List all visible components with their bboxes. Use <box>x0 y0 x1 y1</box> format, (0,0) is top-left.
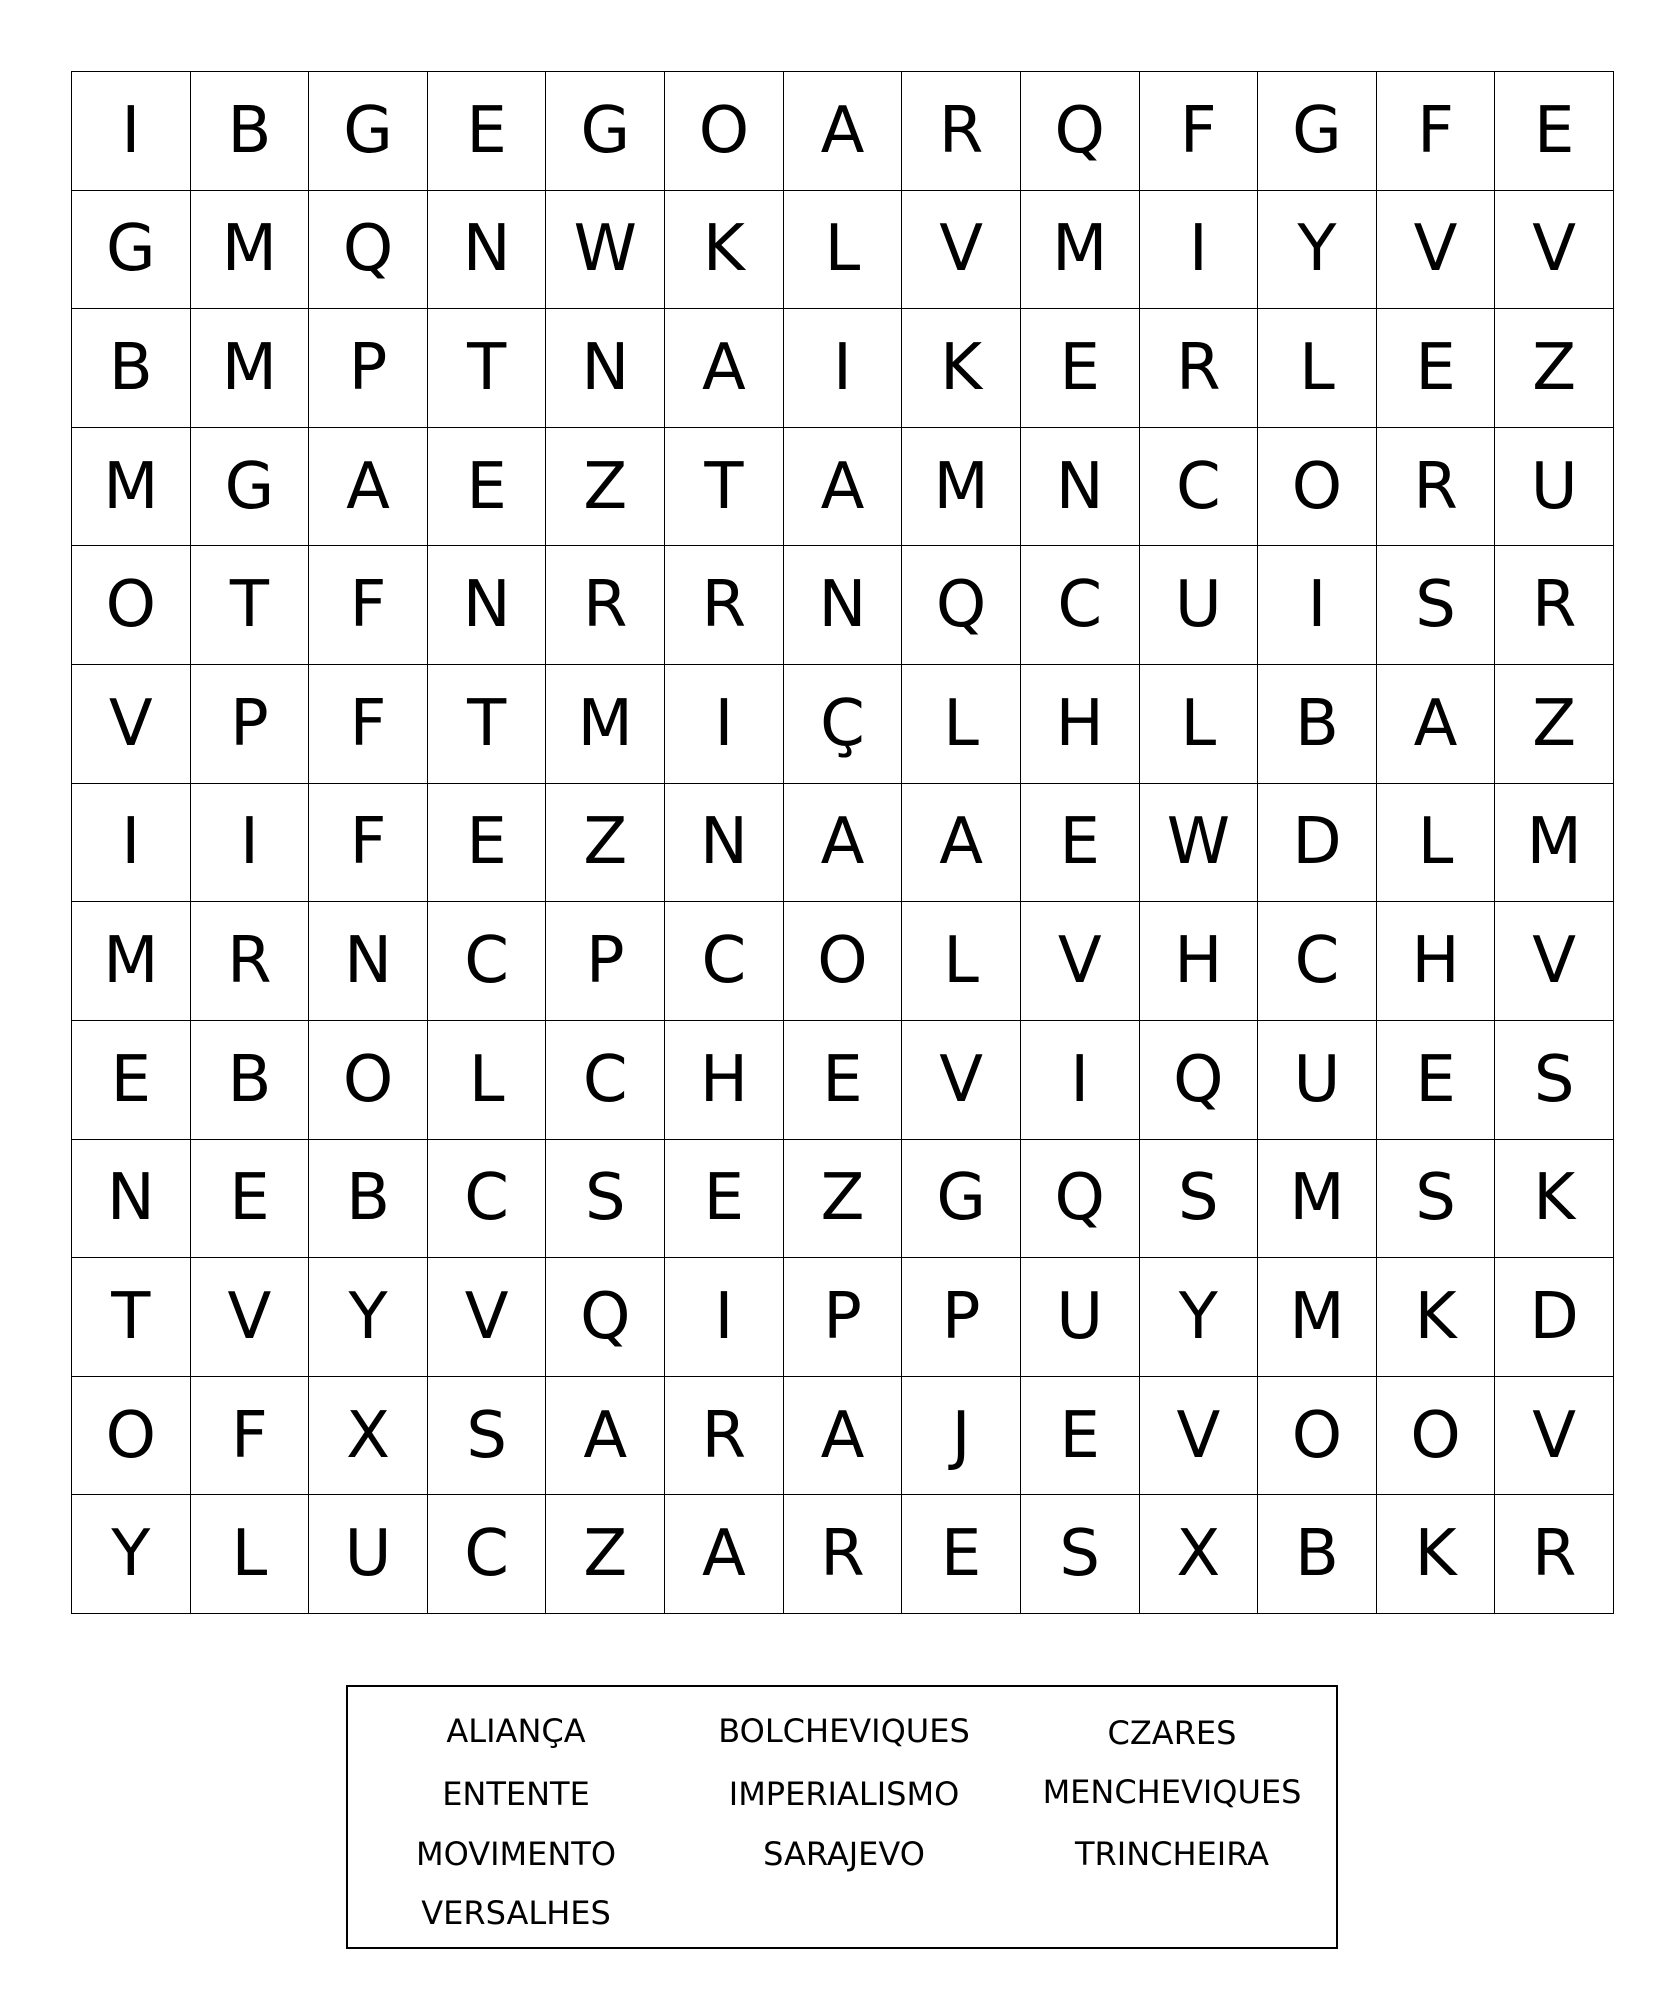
grid-cell[interactable]: T <box>428 309 547 428</box>
grid-cell[interactable]: C <box>428 902 547 1021</box>
grid-cell[interactable]: K <box>1495 1140 1614 1259</box>
grid-cell[interactable]: K <box>902 309 1021 428</box>
grid-cell[interactable]: B <box>1258 665 1377 784</box>
grid-cell[interactable]: E <box>428 428 547 547</box>
grid-cell[interactable]: A <box>1377 665 1496 784</box>
grid-cell[interactable]: U <box>309 1495 428 1614</box>
grid-cell[interactable]: L <box>902 902 1021 1021</box>
grid-cell[interactable]: C <box>665 902 784 1021</box>
grid-cell[interactable]: F <box>191 1377 310 1496</box>
grid-cell[interactable]: H <box>1140 902 1259 1021</box>
grid-cell[interactable]: A <box>309 428 428 547</box>
grid-cell[interactable]: S <box>1140 1140 1259 1259</box>
grid-cell[interactable]: C <box>428 1495 547 1614</box>
grid-cell[interactable]: Q <box>546 1258 665 1377</box>
grid-cell[interactable]: K <box>665 191 784 310</box>
word-item: MENCHEVIQUES <box>1042 1773 1302 1811</box>
grid-cell[interactable]: I <box>1258 546 1377 665</box>
grid-cell[interactable]: C <box>428 1140 547 1259</box>
grid-cell[interactable]: C <box>546 1021 665 1140</box>
grid-cell[interactable]: R <box>784 1495 903 1614</box>
grid-cell[interactable]: P <box>309 309 428 428</box>
grid-cell[interactable]: O <box>784 902 903 1021</box>
word-list <box>346 1685 1338 1949</box>
grid-cell[interactable]: V <box>902 1021 1021 1140</box>
grid-cell[interactable]: E <box>428 72 547 191</box>
grid-cell[interactable]: X <box>309 1377 428 1496</box>
grid-cell[interactable]: B <box>309 1140 428 1259</box>
grid-cell[interactable]: P <box>546 902 665 1021</box>
grid-cell[interactable]: S <box>546 1140 665 1259</box>
word-item: ALIANÇA <box>446 1712 586 1750</box>
grid-cell[interactable]: A <box>546 1377 665 1496</box>
grid-cell[interactable]: E <box>72 1021 191 1140</box>
grid-cell[interactable]: K <box>1377 1258 1496 1377</box>
grid-cell[interactable]: S <box>1021 1495 1140 1614</box>
grid-cell[interactable]: T <box>72 1258 191 1377</box>
grid-cell[interactable]: Z <box>546 784 665 903</box>
grid-cell[interactable]: A <box>665 1495 784 1614</box>
grid-cell[interactable]: P <box>191 665 310 784</box>
grid-cell[interactable]: I <box>1021 1021 1140 1140</box>
grid-cell[interactable]: D <box>1258 784 1377 903</box>
grid-cell[interactable]: F <box>309 665 428 784</box>
grid-cell[interactable]: E <box>1495 72 1614 191</box>
grid-cell[interactable]: K <box>1377 1495 1496 1614</box>
grid-cell[interactable]: N <box>428 191 547 310</box>
grid-cell[interactable]: G <box>72 191 191 310</box>
grid-cell[interactable]: E <box>902 1495 1021 1614</box>
grid-cell[interactable]: I <box>1140 191 1259 310</box>
grid-cell[interactable]: H <box>665 1021 784 1140</box>
grid-cell[interactable]: M <box>191 309 310 428</box>
grid-cell[interactable]: H <box>1021 665 1140 784</box>
grid-cell[interactable]: V <box>191 1258 310 1377</box>
grid-cell[interactable]: J <box>902 1377 1021 1496</box>
grid-cell[interactable]: B <box>72 309 191 428</box>
grid-cell[interactable]: R <box>665 546 784 665</box>
grid-cell[interactable]: V <box>1495 1377 1614 1496</box>
grid-cell[interactable]: E <box>1021 1377 1140 1496</box>
grid-cell[interactable]: Z <box>1495 665 1614 784</box>
grid-cell[interactable]: U <box>1021 1258 1140 1377</box>
grid-cell[interactable]: I <box>665 1258 784 1377</box>
grid-cell[interactable]: F <box>309 546 428 665</box>
grid-cell[interactable]: L <box>428 1021 547 1140</box>
grid-cell[interactable]: Z <box>1495 309 1614 428</box>
grid-cell[interactable]: V <box>72 665 191 784</box>
grid-cell[interactable]: L <box>1258 309 1377 428</box>
word-item: SARAJEVO <box>763 1835 925 1873</box>
grid-cell[interactable]: H <box>1377 902 1496 1021</box>
word-item: VERSALHES <box>421 1894 611 1932</box>
grid-cell[interactable]: W <box>546 191 665 310</box>
grid-cell[interactable]: M <box>191 191 310 310</box>
grid-cell[interactable]: G <box>902 1140 1021 1259</box>
grid-cell[interactable]: V <box>1140 1377 1259 1496</box>
grid-cell[interactable]: R <box>902 72 1021 191</box>
grid-cell[interactable]: F <box>1377 72 1496 191</box>
grid-cell[interactable]: U <box>1140 546 1259 665</box>
grid-cell[interactable]: E <box>1377 1021 1496 1140</box>
grid-cell[interactable]: Q <box>902 546 1021 665</box>
grid-cell[interactable]: I <box>784 309 903 428</box>
grid-cell[interactable]: L <box>191 1495 310 1614</box>
grid-cell[interactable]: O <box>1258 1377 1377 1496</box>
grid-cell[interactable]: N <box>546 309 665 428</box>
grid-cell[interactable]: M <box>1021 191 1140 310</box>
word-item: IMPERIALISMO <box>728 1775 960 1813</box>
grid-cell[interactable]: L <box>784 191 903 310</box>
grid-cell[interactable]: G <box>309 72 428 191</box>
grid-cell[interactable]: R <box>665 1377 784 1496</box>
grid-cell[interactable]: A <box>784 428 903 547</box>
grid-cell[interactable]: N <box>665 784 784 903</box>
grid-cell[interactable]: L <box>902 665 1021 784</box>
grid-cell[interactable]: S <box>1377 546 1496 665</box>
grid-cell[interactable]: F <box>309 784 428 903</box>
grid-cell[interactable]: R <box>1495 1495 1614 1614</box>
grid-cell[interactable]: E <box>784 1021 903 1140</box>
grid-cell[interactable]: A <box>665 309 784 428</box>
grid-cell[interactable]: M <box>1258 1140 1377 1259</box>
grid-cell[interactable]: A <box>784 1377 903 1496</box>
grid-cell[interactable]: E <box>665 1140 784 1259</box>
grid-cell[interactable]: N <box>428 546 547 665</box>
grid-cell[interactable]: O <box>665 72 784 191</box>
grid-cell[interactable]: Z <box>546 1495 665 1614</box>
grid-cell[interactable]: O <box>309 1021 428 1140</box>
grid-cell[interactable]: O <box>72 546 191 665</box>
grid-cell[interactable]: G <box>191 428 310 547</box>
grid-cell[interactable]: U <box>1258 1021 1377 1140</box>
grid-cell[interactable]: B <box>191 1021 310 1140</box>
grid-cell[interactable]: Q <box>1021 72 1140 191</box>
grid-cell[interactable]: A <box>784 72 903 191</box>
grid-cell[interactable]: I <box>665 665 784 784</box>
grid-cell[interactable]: V <box>428 1258 547 1377</box>
grid-cell[interactable]: T <box>428 665 547 784</box>
grid-cell[interactable]: R <box>1377 428 1496 547</box>
grid-cell[interactable]: O <box>72 1377 191 1496</box>
grid-cell[interactable]: O <box>1258 428 1377 547</box>
grid-cell[interactable]: I <box>72 72 191 191</box>
grid-cell[interactable]: M <box>72 902 191 1021</box>
grid-cell[interactable]: Z <box>784 1140 903 1259</box>
grid-cell[interactable]: L <box>1140 665 1259 784</box>
word-item: ENTENTE <box>442 1775 590 1813</box>
grid-cell[interactable]: Q <box>1021 1140 1140 1259</box>
word-item: TRINCHEIRA <box>1074 1835 1270 1873</box>
grid-cell[interactable]: Y <box>309 1258 428 1377</box>
grid-cell[interactable]: D <box>1495 1258 1614 1377</box>
grid-cell[interactable]: Q <box>309 191 428 310</box>
grid-cell[interactable]: C <box>1021 546 1140 665</box>
grid-cell[interactable]: G <box>1258 72 1377 191</box>
grid-cell[interactable]: S <box>428 1377 547 1496</box>
grid-cell[interactable]: R <box>1140 309 1259 428</box>
grid-cell[interactable]: B <box>191 72 310 191</box>
grid-cell[interactable]: E <box>191 1140 310 1259</box>
grid-cell[interactable]: N <box>1021 428 1140 547</box>
grid-cell[interactable]: O <box>1377 1377 1496 1496</box>
word-item: BOLCHEVIQUES <box>718 1712 970 1750</box>
grid-cell[interactable]: F <box>1140 72 1259 191</box>
grid-cell[interactable]: I <box>72 784 191 903</box>
grid-cell[interactable]: N <box>784 546 903 665</box>
grid-cell[interactable]: V <box>1495 191 1614 310</box>
grid-cell[interactable]: S <box>1377 1140 1496 1259</box>
grid-cell[interactable]: L <box>1377 784 1496 903</box>
grid-cell[interactable]: R <box>1495 546 1614 665</box>
letter-grid <box>71 71 1614 1614</box>
grid-cell[interactable]: P <box>784 1258 903 1377</box>
grid-cell[interactable]: G <box>546 72 665 191</box>
grid-cell[interactable]: U <box>1495 428 1614 547</box>
grid-cell[interactable]: B <box>1258 1495 1377 1614</box>
word-item: MOVIMENTO <box>415 1835 617 1873</box>
grid-cell[interactable]: I <box>191 784 310 903</box>
word-item: CZARES <box>1107 1714 1237 1752</box>
grid-cell[interactable]: M <box>546 665 665 784</box>
grid-cell[interactable]: E <box>428 784 547 903</box>
grid-cell[interactable]: V <box>1021 902 1140 1021</box>
grid-cell[interactable]: M <box>72 428 191 547</box>
grid-cell[interactable]: A <box>784 784 903 903</box>
grid-cell[interactable]: V <box>1495 902 1614 1021</box>
grid-cell[interactable]: X <box>1140 1495 1259 1614</box>
grid-cell[interactable]: C <box>1258 902 1377 1021</box>
grid-cell[interactable]: E <box>1021 784 1140 903</box>
grid-cell[interactable]: A <box>902 784 1021 903</box>
grid-cell[interactable]: M <box>1495 784 1614 903</box>
grid-cell[interactable]: Z <box>546 428 665 547</box>
grid-cell[interactable]: V <box>902 191 1021 310</box>
grid-cell[interactable]: T <box>665 428 784 547</box>
grid-cell[interactable]: R <box>546 546 665 665</box>
grid-cell[interactable]: Y <box>72 1495 191 1614</box>
grid-cell[interactable]: P <box>902 1258 1021 1377</box>
grid-cell[interactable]: Ç <box>784 665 903 784</box>
grid-cell[interactable]: M <box>902 428 1021 547</box>
grid-cell[interactable]: M <box>1258 1258 1377 1377</box>
grid-cell[interactable]: T <box>191 546 310 665</box>
grid-cell[interactable]: V <box>1377 191 1496 310</box>
grid-cell[interactable]: Y <box>1258 191 1377 310</box>
grid-cell[interactable]: W <box>1140 784 1259 903</box>
grid-cell[interactable]: S <box>1495 1021 1614 1140</box>
grid-cell[interactable]: N <box>309 902 428 1021</box>
grid-cell[interactable]: E <box>1021 309 1140 428</box>
grid-cell[interactable]: E <box>1377 309 1496 428</box>
grid-cell[interactable]: N <box>72 1140 191 1259</box>
grid-cell[interactable]: R <box>191 902 310 1021</box>
grid-cell[interactable]: Y <box>1140 1258 1259 1377</box>
grid-cell[interactable]: C <box>1140 428 1259 547</box>
grid-cell[interactable]: Q <box>1140 1021 1259 1140</box>
